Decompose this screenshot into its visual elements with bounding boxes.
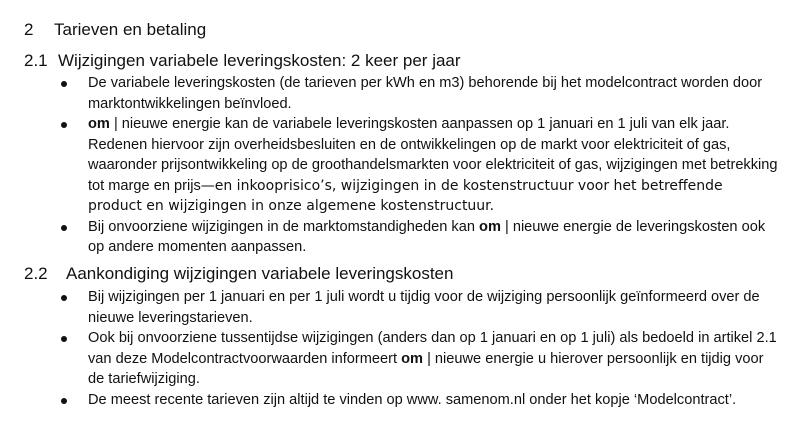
brand-name: om <box>401 350 424 367</box>
bullet-icon <box>61 336 67 342</box>
subsection-number: 2.1 <box>24 51 48 70</box>
bullet-icon <box>61 295 67 301</box>
bullet-list-2-2 <box>59 287 779 410</box>
list-item-text: De meest recente tarieven zijn altijd te vinden op www. samenom.nl onder het kopje ‘Modelcontract’. <box>88 391 737 408</box>
list-item-text: | nieuwe energie kan de variabele leveringskosten aanpassen op 1 januari en 1 juli van elk jaar. Redenen hiervoor zijn overheidsbesluiten en de ontwikkelingen op de markt voor elektriciteit of gas, waaronder prijsontwikkeling op de groothandelsmarkten voor elektriciteit of gas, wijzigingen met betrekking tot marge en prijs <box>88 116 778 194</box>
section-number: 2 <box>24 20 34 39</box>
bullet-list-2-1 <box>59 73 779 258</box>
subsection-title: Aankondiging wijzigingen variabele leveringskosten <box>66 264 454 283</box>
bullet-icon <box>61 398 67 404</box>
subsection-number: 2.2 <box>24 264 48 283</box>
list-item-text: | nieuwe energie de leveringskosten ook op andere momenten aanpassen. <box>88 218 766 255</box>
list-item <box>59 73 779 114</box>
bullet-icon <box>61 122 67 128</box>
list-item <box>59 328 779 390</box>
subsection-heading-2-2 <box>24 263 453 285</box>
list-item <box>59 390 779 411</box>
list-item-text: Ook bij onvoorziene tussentijdse wijzigingen (anders dan op 1 januari en op 1 juli) als bedoeld in artikel 2.1 van deze Modelcontractvoorwaarden informeert <box>88 330 777 367</box>
bullet-icon <box>61 81 67 87</box>
list-item-text: Bij onvoorziene wijzigingen in de marktomstandigheden kan <box>88 218 480 235</box>
list-item <box>59 287 779 328</box>
list-item-text: Bij wijzigingen per 1 januari en per 1 juli wordt u tijdig voor de wijziging persoonlijk geïnformeerd over de nieuwe leveringstarieven. <box>88 289 760 326</box>
section-title: Tarieven en betaling <box>54 20 207 39</box>
list-item-text: De variabele leveringskosten (de tarieven per kWh en m3) behorende bij het modelcontract worden door marktontwikkelingen beïnvloed. <box>88 75 763 112</box>
subsection-heading-2-1 <box>24 50 461 72</box>
bullet-icon <box>61 225 67 231</box>
list-item <box>59 114 779 217</box>
list-item-text: | nieuwe energie u hierover persoonlijk en tijdig voor de tariefwijziging. <box>88 350 764 387</box>
list-item-text-substituted-font: —en inkooprisico’s, wijzigingen in de kostenstructuur voor het betreffende product en wijzigingen in onze algemene kostenstructuur. <box>88 177 723 214</box>
brand-name: om <box>479 218 501 235</box>
section-heading-2 <box>24 19 206 41</box>
brand-name: om <box>88 116 110 132</box>
subsection-title: Wijzigingen variabele leveringskosten: 2 keer per jaar <box>58 51 461 70</box>
list-item <box>59 217 779 258</box>
